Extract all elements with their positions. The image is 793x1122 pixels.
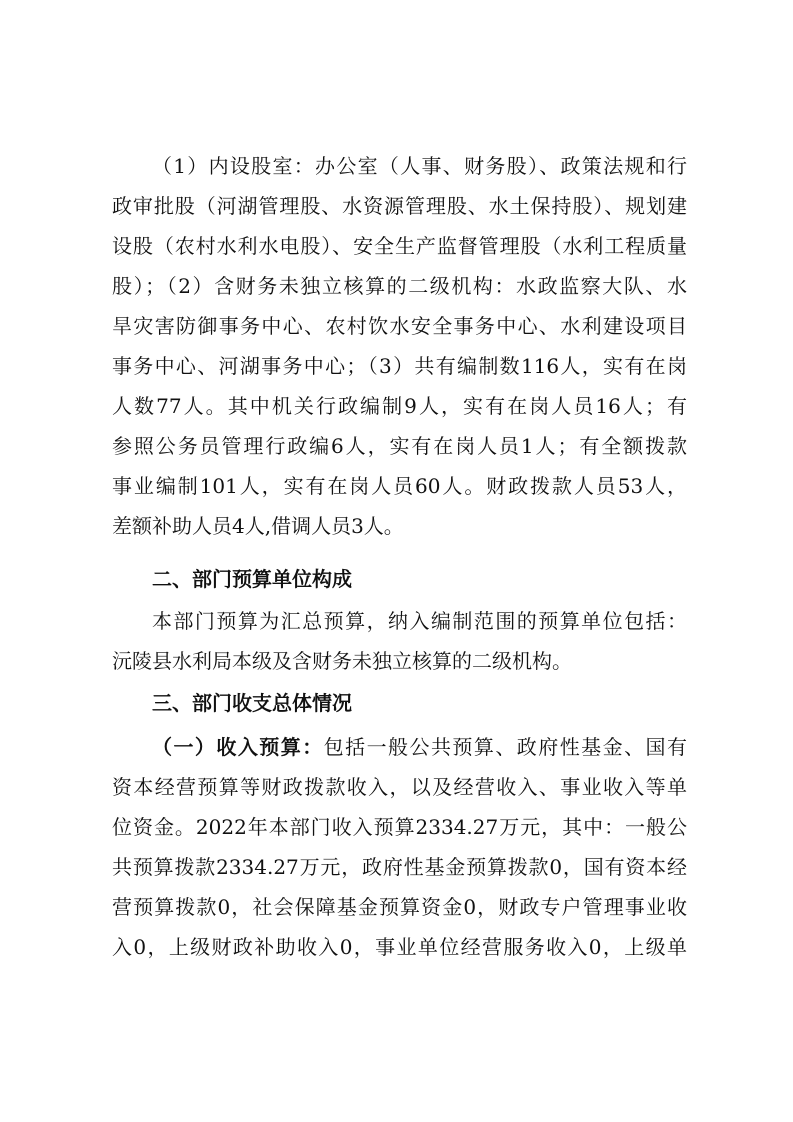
paragraph-line: 资本经营预算等财政拨款收入，以及经营收入、事业收入等单 <box>112 775 687 799</box>
paragraph-line: 人数77人。其中机关行政编制9人，实有在岗人员16人；有 <box>112 394 687 418</box>
paragraph-line: 参照公务员管理行政编6人，实有在岗人员1人；有全额拨款 <box>112 434 687 458</box>
paragraph-line: 共预算拨款2334.27万元，政府性基金预算拨款0，国有资本经 <box>112 855 687 879</box>
paragraph-line <box>152 727 687 767</box>
subsection-lead: （一）收入预算： <box>152 735 324 759</box>
paragraph-line: 差额补助人员4人,借调人员3人。 <box>112 514 404 538</box>
paragraph-line: 旱灾害防御事务中心、农村饮水安全事务中心、水利建设项目 <box>112 314 687 338</box>
paragraph-line: 入0，上级财政补助收入0，事业单位经营服务收入0，上级单 <box>112 935 687 959</box>
section-heading: 二、部门预算单位构成 <box>152 567 352 591</box>
paragraph-line: 位资金。2022年本部门收入预算2334.27万元，其中：一般公 <box>112 815 687 839</box>
paragraph-line: 沅陵县水利局本级及含财务未独立核算的二级机构。 <box>112 649 572 673</box>
paragraph-line: （1）内设股室：办公室（人事、财务股）、政策法规和行 <box>152 154 687 178</box>
paragraph-line: 政审批股（河湖管理股、水资源管理股、水土保持股）、规划建 <box>112 194 687 218</box>
paragraph-line: 营预算拨款0，社会保障基金预算资金0，财政专户管理事业收 <box>112 895 687 919</box>
paragraph-line: 事务中心、河湖事务中心；（3）共有编制数116人，实有在岗 <box>112 354 687 378</box>
paragraph-line: 事业编制101人，实有在岗人员60人。财政拨款人员53人， <box>112 474 687 498</box>
paragraph-line: 本部门预算为汇总预算，纳入编制范围的预算单位包括： <box>152 609 687 633</box>
section-heading: 三、部门收支总体情况 <box>152 691 352 715</box>
paragraph-line: 设股（农村水利水电股）、安全生产监督管理股（水利工程质量 <box>112 234 687 258</box>
paragraph-text: 包括一般公共预算、政府性基金、国有 <box>323 735 688 759</box>
paragraph-line: 股）；（2）含财务未独立核算的二级机构：水政监察大队、水 <box>112 274 687 298</box>
